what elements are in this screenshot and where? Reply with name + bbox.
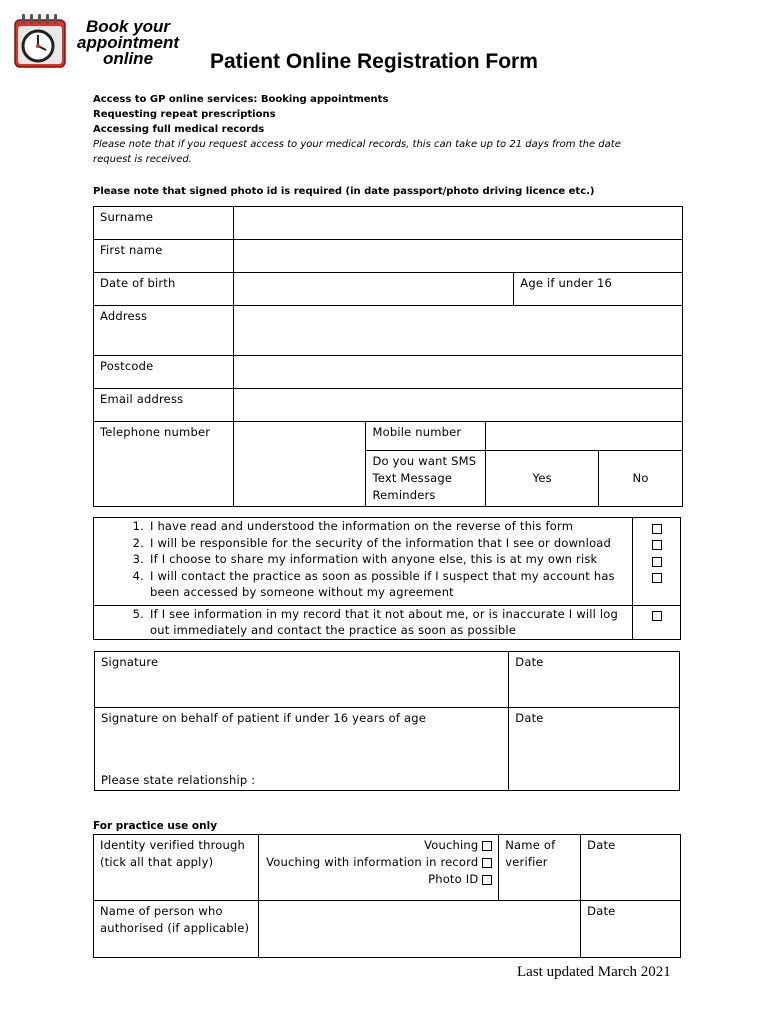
declaration-checkbox-2[interactable] (652, 540, 662, 550)
declaration-number: 4. (132, 568, 144, 583)
vouching-label: Vouching (424, 838, 479, 852)
intro-service-3: Accessing full medical records (93, 124, 265, 135)
first-name-label: First name (94, 240, 234, 273)
signature-label: Signature (101, 655, 159, 669)
identity-verified-label: Identity verified through (tick all that apply) (94, 835, 259, 901)
verifier-date-label: Date (587, 838, 616, 852)
signature-table (94, 651, 680, 791)
declaration-row-5 (94, 605, 633, 639)
vouching-info-label: Vouching with information in record (266, 855, 479, 869)
sms-no-label: No (632, 471, 649, 485)
id-note: Please note that signed photo id is required (in date passport/photo driving licence etc.) (93, 186, 595, 197)
signature-date-field[interactable] (509, 652, 680, 708)
logo-line-3: online (102, 49, 154, 68)
sms-no-option[interactable] (599, 451, 683, 507)
address-label: Address (94, 306, 234, 356)
photo-id-checkbox[interactable] (482, 875, 492, 885)
mobile-label: Mobile number (366, 422, 486, 451)
declaration-number: 3. (132, 552, 144, 566)
signature-field[interactable] (95, 652, 509, 708)
verifier-field[interactable] (499, 835, 581, 901)
personal-details-table (93, 206, 683, 507)
postcode-label: Postcode (94, 356, 234, 389)
telephone-field[interactable] (233, 422, 366, 507)
age-label: Age if under 16 (520, 276, 613, 290)
verifier-date-field[interactable] (581, 835, 681, 901)
behalf-date-field[interactable] (509, 708, 680, 791)
declaration-checkbox-5[interactable] (652, 611, 662, 621)
behalf-signature-field[interactable] (95, 708, 509, 791)
authorised-label: Name of person who authorised (if applicable) (94, 901, 259, 958)
authorised-field[interactable] (258, 901, 580, 958)
sms-label: Do you want SMS Text Message Reminders (366, 451, 486, 507)
declaration-row-1 (94, 518, 633, 606)
authorised-date-field[interactable] (581, 901, 681, 958)
email-label: Email address (94, 389, 234, 422)
declaration-text: I will contact the practice as soon as possible if I suspect that my account has been accessed by someone without my agreement (150, 568, 615, 599)
declaration-number: 2. (132, 535, 144, 550)
declaration-text: I have read and understood the information on the reverse of this form (150, 519, 574, 533)
surname-field[interactable] (233, 207, 682, 240)
vouching-info-option[interactable] (265, 854, 493, 871)
logo-line-1: Book your (85, 17, 171, 36)
intro-service-2: Requesting repeat prescriptions (93, 109, 276, 120)
behalf-date-label: Date (515, 711, 544, 725)
age-field[interactable] (514, 273, 683, 306)
declaration-number: 5. (132, 606, 144, 621)
authorised-date-label: Date (587, 904, 616, 918)
vouching-info-checkbox[interactable] (482, 858, 492, 868)
declaration-text: I will be responsible for the security of the information that I see or download (150, 535, 612, 550)
declaration-checkbox-3[interactable] (652, 557, 662, 567)
declaration-checkbox-1[interactable] (652, 524, 662, 534)
verification-options (258, 835, 499, 901)
declaration-text: If I choose to share my information with anyone else, this is at my own risk (150, 552, 598, 566)
declaration-checkboxes-1-4 (633, 518, 681, 606)
vouching-checkbox[interactable] (482, 841, 492, 851)
mobile-field[interactable] (486, 422, 683, 451)
declaration-checkbox-4[interactable] (652, 573, 662, 583)
declarations-table (93, 517, 681, 640)
page-title: Patient Online Registration Form (210, 50, 538, 73)
surname-label: Surname (94, 207, 234, 240)
declaration-number: 1. (132, 519, 144, 533)
telephone-label: Telephone number (94, 422, 234, 507)
vouching-option[interactable] (265, 837, 493, 854)
last-updated: Last updated March 2021 (517, 964, 671, 980)
declaration-text: If I see information in my record that it not about me, or is inaccurate I will log out immediately and contact the practice as soon as possible (150, 606, 619, 637)
logo-text (68, 19, 188, 67)
signature-date-label: Date (515, 655, 544, 669)
practice-use-heading: For practice use only (93, 820, 218, 832)
intro-note: Please note that if you request access to your medical records, this can take up to 21 days from the date request is received. (93, 139, 621, 165)
logo-line-2: appointment (77, 33, 179, 52)
photo-id-option[interactable] (265, 871, 493, 888)
email-field[interactable] (233, 389, 682, 422)
declaration-checkbox-cell-5 (633, 605, 681, 639)
relationship-label: Please state relationship : (101, 773, 256, 787)
sms-yes-label: Yes (532, 471, 552, 485)
dob-field[interactable] (233, 273, 513, 306)
photo-id-label: Photo ID (428, 872, 479, 886)
logo-clock-icon (13, 12, 68, 69)
first-name-field[interactable] (233, 240, 682, 273)
postcode-field[interactable] (233, 356, 682, 389)
intro-service-1: Access to GP online services: Booking appointments (93, 94, 389, 105)
behalf-signature-label: Signature on behalf of patient if under 16 years of age (101, 711, 427, 725)
practice-use-table (93, 834, 681, 958)
dob-label: Date of birth (94, 273, 234, 306)
sms-yes-option[interactable] (486, 451, 599, 507)
verifier-label: Name of verifier (505, 838, 556, 869)
address-field[interactable] (233, 306, 682, 356)
